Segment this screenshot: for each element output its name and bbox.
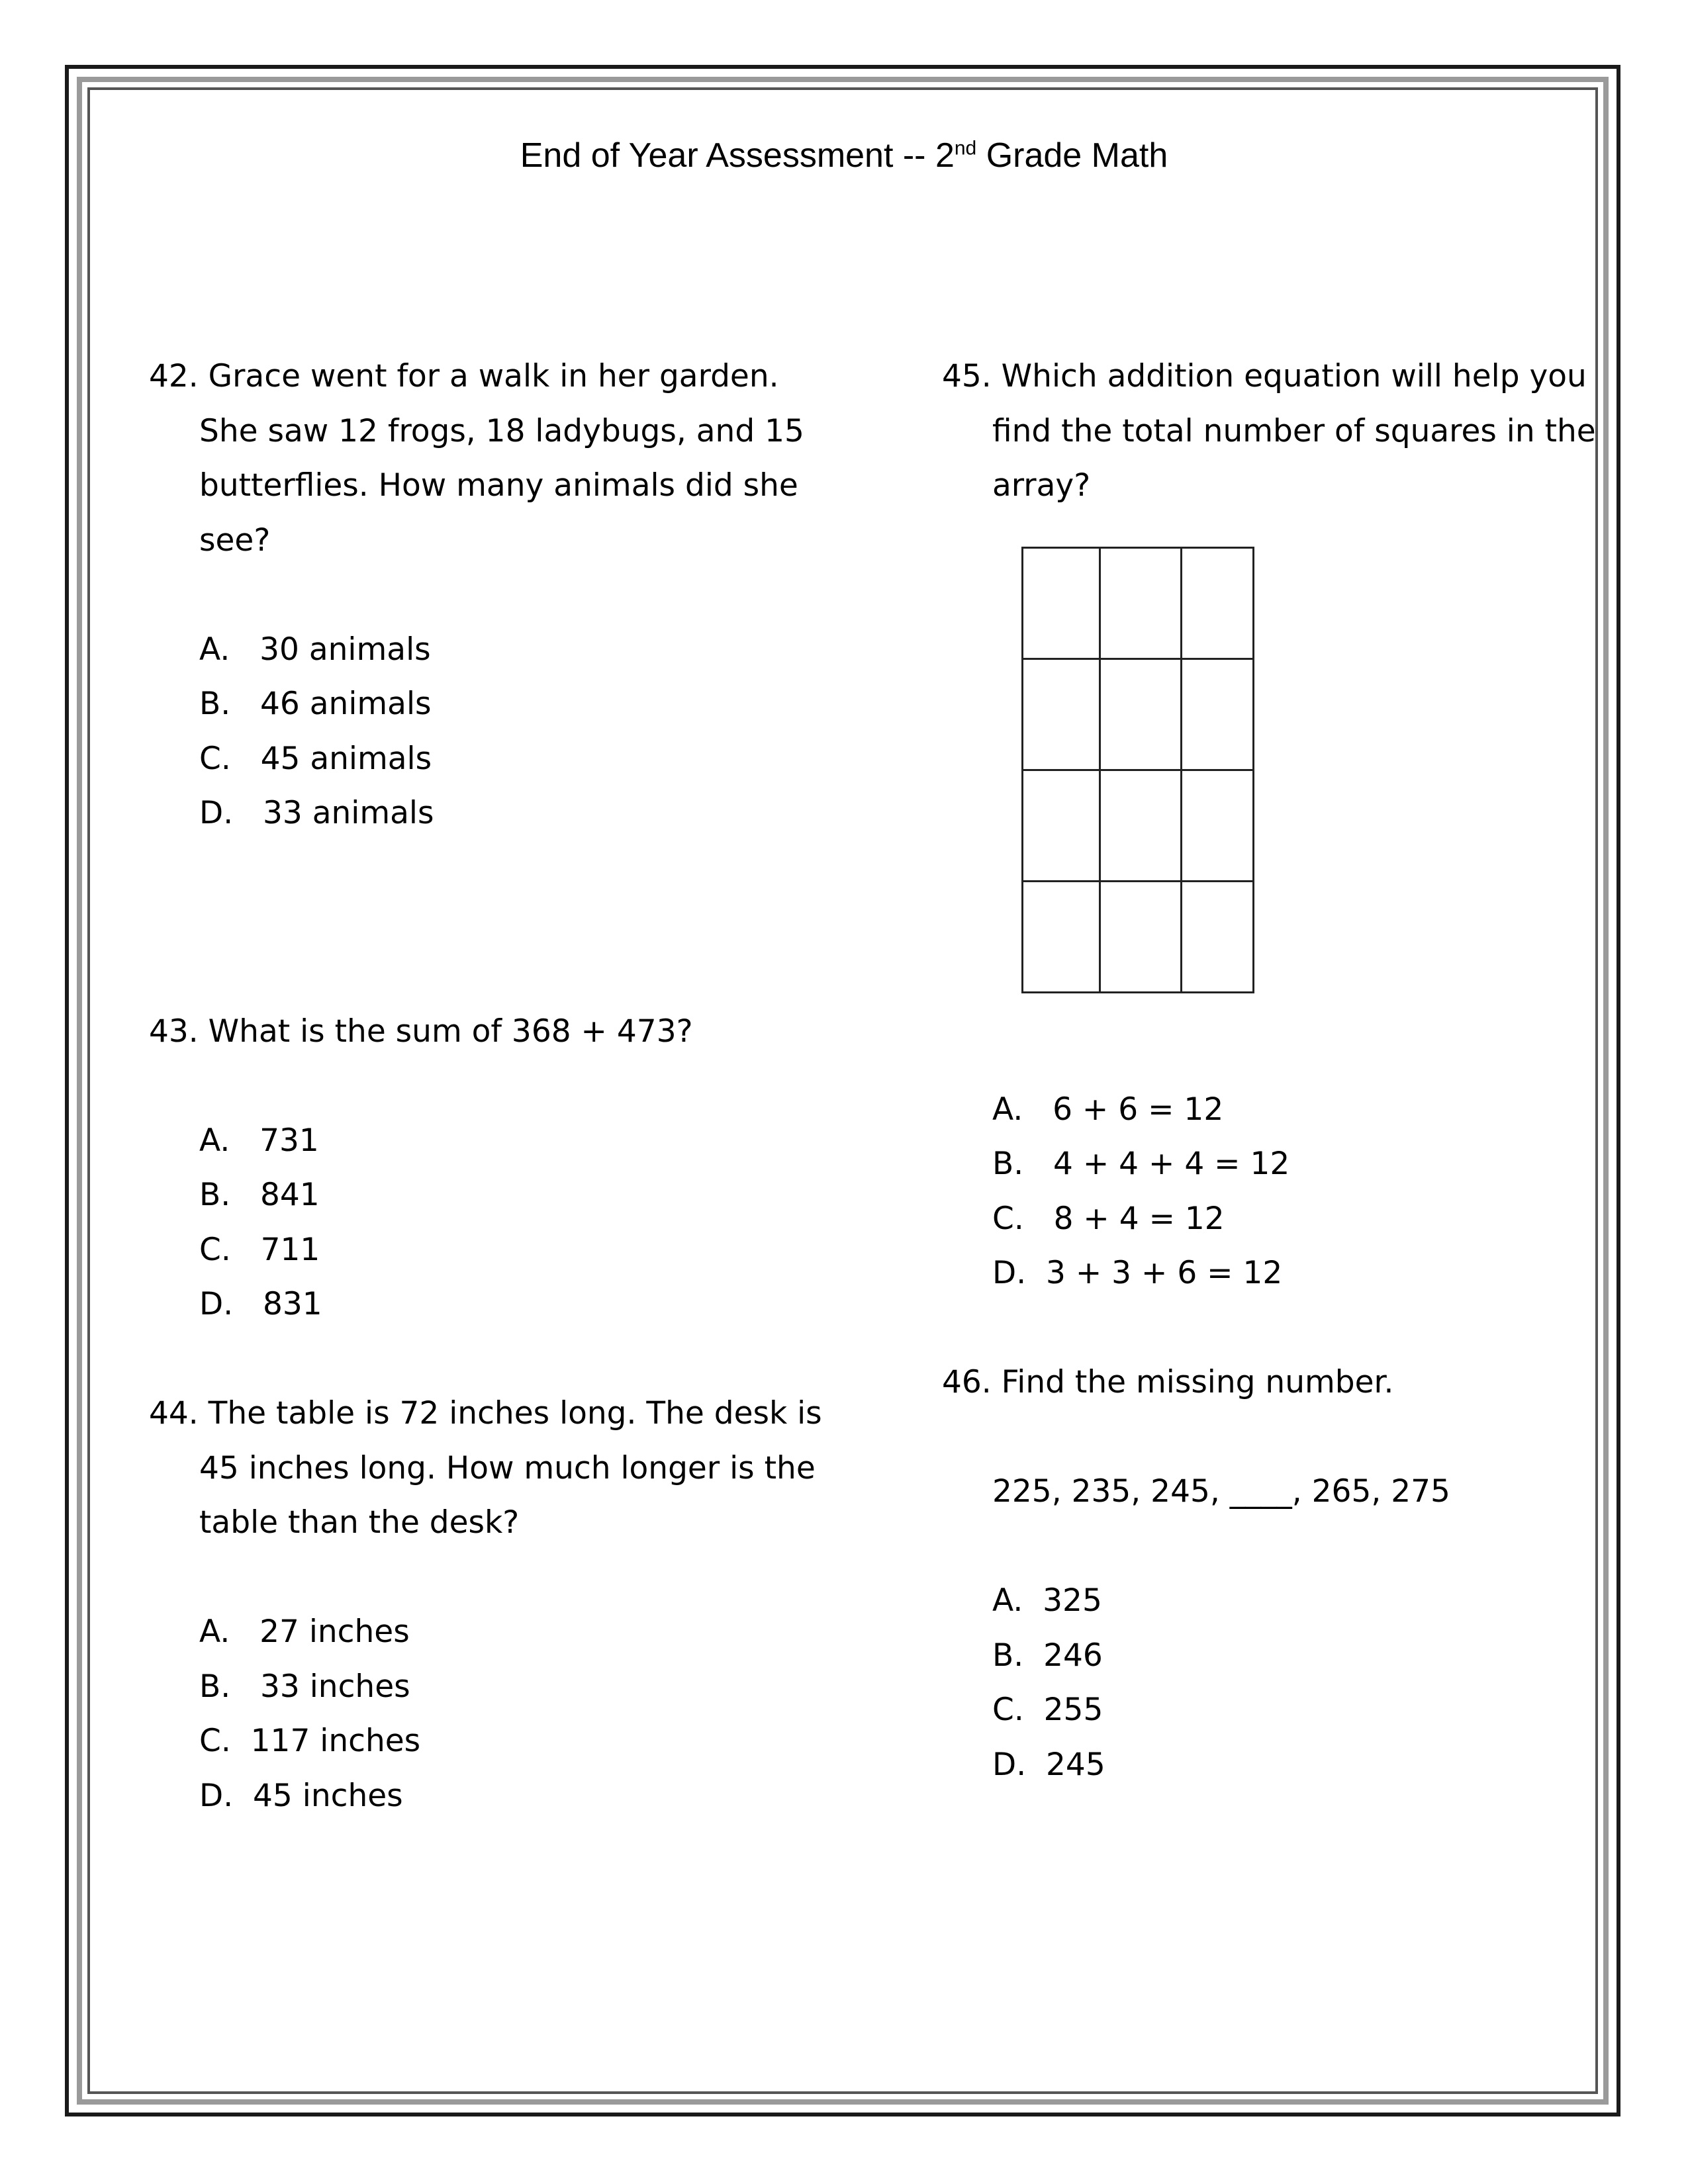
array-square: [1100, 547, 1182, 659]
question-42: [149, 349, 844, 841]
array-square: [1023, 659, 1100, 770]
page-title: [0, 136, 1688, 175]
array-square: [1023, 881, 1100, 992]
question-43-option-c[interactable]: C. 711: [199, 1231, 320, 1268]
array-square: [1023, 770, 1100, 881]
question-45-option-d[interactable]: D. 3 + 3 + 6 = 12: [992, 1255, 1283, 1291]
array-square: [1182, 659, 1254, 770]
question-45-option-b[interactable]: B. 4 + 4 + 4 = 12: [992, 1146, 1290, 1182]
question-46-option-a[interactable]: A. 325: [992, 1582, 1102, 1619]
title-prefix: End of Year Assessment -- 2: [520, 136, 955, 175]
array-row: [1023, 659, 1254, 770]
question-46-option-c[interactable]: C. 255: [992, 1692, 1103, 1728]
array-row: [1023, 770, 1254, 881]
question-43: [149, 1005, 844, 1332]
question-43-option-a[interactable]: A. 731: [199, 1122, 319, 1159]
question-42-text: 42. Grace went for a walk in her garden. She saw 12 frogs, 18 ladybugs, and 15 butterflies. How many animals did she see?: [149, 358, 804, 559]
array-row: [1023, 881, 1254, 992]
question-42-option-a[interactable]: A. 30 animals: [199, 631, 431, 668]
question-42-option-d[interactable]: D. 33 animals: [199, 795, 434, 831]
question-43-option-d[interactable]: D. 831: [199, 1286, 322, 1322]
question-45-options: [942, 1083, 1604, 1301]
question-44: [149, 1387, 844, 1823]
array-square: [1100, 659, 1182, 770]
left-column: [149, 349, 844, 1823]
question-46-option-d[interactable]: D. 245: [992, 1746, 1105, 1783]
question-44-option-d[interactable]: D. 45 inches: [199, 1777, 403, 1814]
array-square: [1100, 881, 1182, 992]
array-grid: [1021, 547, 1254, 993]
number-sequence: 225, 235, 245, ____, 265, 275: [992, 1473, 1450, 1510]
question-46-text: 46. Find the missing number.: [942, 1364, 1394, 1400]
question-46-options: [942, 1574, 1604, 1792]
question-44-text: 44. The table is 72 inches long. The desk is 45 inches long. How much longer is the table than the desk?: [149, 1395, 822, 1541]
question-42-option-b[interactable]: B. 46 animals: [199, 686, 432, 722]
question-43-option-b[interactable]: B. 841: [199, 1177, 320, 1213]
question-42-options: [149, 623, 844, 841]
title-superscript: nd: [954, 137, 977, 159]
question-44-option-b[interactable]: B. 33 inches: [199, 1668, 410, 1705]
right-column: [942, 349, 1604, 1792]
array-row: [1023, 547, 1254, 659]
array-square: [1182, 881, 1254, 992]
array-square: [1182, 770, 1254, 881]
question-42-option-c[interactable]: C. 45 animals: [199, 740, 432, 777]
question-45-text: 45. Which addition equation will help you find the total number of squares in the array?: [942, 358, 1596, 504]
array-square: [1100, 770, 1182, 881]
square-array: [942, 514, 1604, 1083]
question-44-option-a[interactable]: A. 27 inches: [199, 1614, 410, 1650]
question-43-options: [149, 1114, 844, 1332]
question-44-option-c[interactable]: C. 117 inches: [199, 1723, 421, 1759]
question-44-options: [149, 1605, 844, 1823]
array-square: [1023, 547, 1100, 659]
question-45: [942, 349, 1604, 1301]
array-square: [1182, 547, 1254, 659]
title-suffix: Grade Math: [976, 136, 1168, 175]
question-46-option-b[interactable]: B. 246: [992, 1637, 1103, 1674]
question-46: [942, 1355, 1604, 1792]
question-45-option-a[interactable]: A. 6 + 6 = 12: [992, 1091, 1224, 1128]
question-43-text: 43. What is the sum of 368 + 473?: [149, 1013, 693, 1050]
question-45-option-c[interactable]: C. 8 + 4 = 12: [992, 1200, 1225, 1237]
